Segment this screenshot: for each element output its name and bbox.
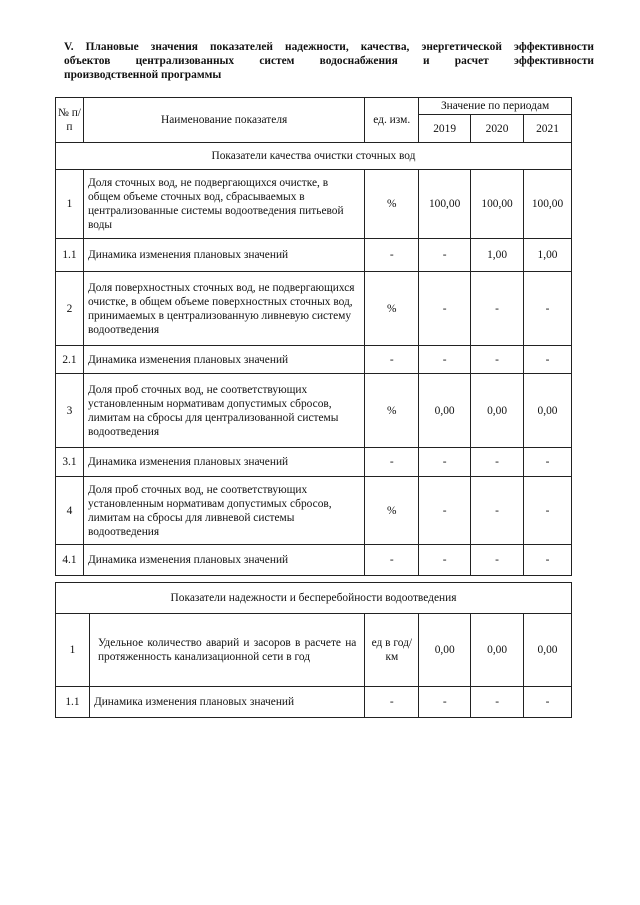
- indicator-name: Динамика изменения плановых значений: [83, 448, 364, 477]
- value-2020: -: [471, 477, 524, 545]
- table-row: [56, 374, 572, 448]
- unit-cell: ед в год/ км: [365, 614, 419, 687]
- header-year: 2021: [524, 115, 572, 143]
- value-2019: -: [419, 448, 471, 477]
- value-2020: -: [471, 545, 524, 576]
- header-num: № п/ п: [56, 98, 84, 143]
- unit-cell: %: [365, 477, 419, 545]
- section-heading: [64, 40, 594, 82]
- value-2019: -: [419, 346, 471, 374]
- table-row: [56, 170, 572, 239]
- value-2021: -: [524, 477, 572, 545]
- value-2021: -: [524, 346, 572, 374]
- value-2021: 0,00: [524, 614, 572, 687]
- indicator-name: Динамика изменения плановых значений: [83, 346, 364, 374]
- value-2020: -: [471, 346, 524, 374]
- section-title: Показатели качества очистки сточных вод: [56, 143, 572, 170]
- indicator-name: Динамика изменения плановых значений: [83, 545, 364, 576]
- value-2020: -: [471, 687, 524, 718]
- indicator-name: Доля проб сточных вод, не соответствующих установленным нормативам допустимых сбросов, лимитам на сбросы для ливневой системы водоотведения: [83, 477, 364, 545]
- value-2019: -: [419, 272, 471, 346]
- quality-indicators-table: [55, 97, 572, 576]
- table-row: [56, 272, 572, 346]
- value-2021: -: [524, 545, 572, 576]
- unit-cell: %: [365, 170, 419, 239]
- header-periods: Значение по периодам: [419, 98, 572, 115]
- unit-cell: -: [365, 346, 419, 374]
- value-2019: 0,00: [419, 614, 471, 687]
- value-2020: -: [471, 448, 524, 477]
- indicator-name: Доля проб сточных вод, не соответствующих установленным нормативам допустимых сбросов, лимитам на сбросы для централизованной системы водоотведения: [83, 374, 364, 448]
- header-year: 2019: [419, 115, 471, 143]
- value-2019: -: [419, 687, 471, 718]
- row-number: 4: [56, 477, 84, 545]
- value-2020: 0,00: [471, 614, 524, 687]
- value-2021: 100,00: [524, 170, 572, 239]
- value-2019: -: [419, 477, 471, 545]
- row-number: 1.1: [56, 239, 84, 272]
- indicator-name: Доля сточных вод, не подвергающихся очистке, в общем объеме сточных вод, сбрасываемых в централизованные системы водоотведения питьевой воды: [83, 170, 364, 239]
- unit-cell: -: [365, 239, 419, 272]
- indicator-name: Динамика изменения плановых значений: [83, 239, 364, 272]
- table-row: [56, 448, 572, 477]
- value-2019: 100,00: [419, 170, 471, 239]
- row-number: 4.1: [56, 545, 84, 576]
- indicator-name: Доля поверхностных сточных вод, не подвергающихся очистке, в общем объеме поверхностных сточных вод, принимаемых в централизованную ливневую систему водоотведения: [83, 272, 364, 346]
- table-row: [56, 687, 572, 718]
- unit-cell: -: [365, 545, 419, 576]
- table-row: [56, 346, 572, 374]
- row-number: 2.1: [56, 346, 84, 374]
- header-unit: ед. изм.: [365, 98, 419, 143]
- value-2019: -: [419, 545, 471, 576]
- indicator-name: Динамика изменения плановых значений: [89, 687, 364, 718]
- value-2020: 1,00: [471, 239, 524, 272]
- value-2021: 1,00: [524, 239, 572, 272]
- value-2020: 100,00: [471, 170, 524, 239]
- indicator-name: Удельное количество аварий и засоров в расчете на протяженность канализационной сети в год: [89, 614, 364, 687]
- row-number: 2: [56, 272, 84, 346]
- unit-cell: %: [365, 374, 419, 448]
- header-name: Наименование показателя: [83, 98, 364, 143]
- table-row: [56, 477, 572, 545]
- row-number: 3: [56, 374, 84, 448]
- row-number: 3.1: [56, 448, 84, 477]
- value-2021: 0,00: [524, 374, 572, 448]
- value-2019: -: [419, 239, 471, 272]
- value-2020: 0,00: [471, 374, 524, 448]
- reliability-indicators-table: [55, 582, 572, 718]
- table-row: [56, 545, 572, 576]
- row-number: 1: [56, 614, 90, 687]
- value-2020: -: [471, 272, 524, 346]
- heading-line: V. Плановые значения показателей надежности, качества, энергетической эффективности: [64, 41, 594, 53]
- value-2019: 0,00: [419, 374, 471, 448]
- heading-line: производственной программы: [64, 69, 222, 81]
- section-title: Показатели надежности и бесперебойности водоотведения: [56, 583, 572, 614]
- unit-cell: -: [365, 448, 419, 477]
- header-year: 2020: [471, 115, 524, 143]
- table-row: [56, 239, 572, 272]
- unit-cell: -: [365, 687, 419, 718]
- unit-cell: %: [365, 272, 419, 346]
- row-number: 1.1: [56, 687, 90, 718]
- value-2021: -: [524, 687, 572, 718]
- value-2021: -: [524, 448, 572, 477]
- heading-line: объектов централизованных систем водоснабжения и расчет эффективности: [64, 55, 594, 67]
- row-number: 1: [56, 170, 84, 239]
- table-row: [56, 614, 572, 687]
- value-2021: -: [524, 272, 572, 346]
